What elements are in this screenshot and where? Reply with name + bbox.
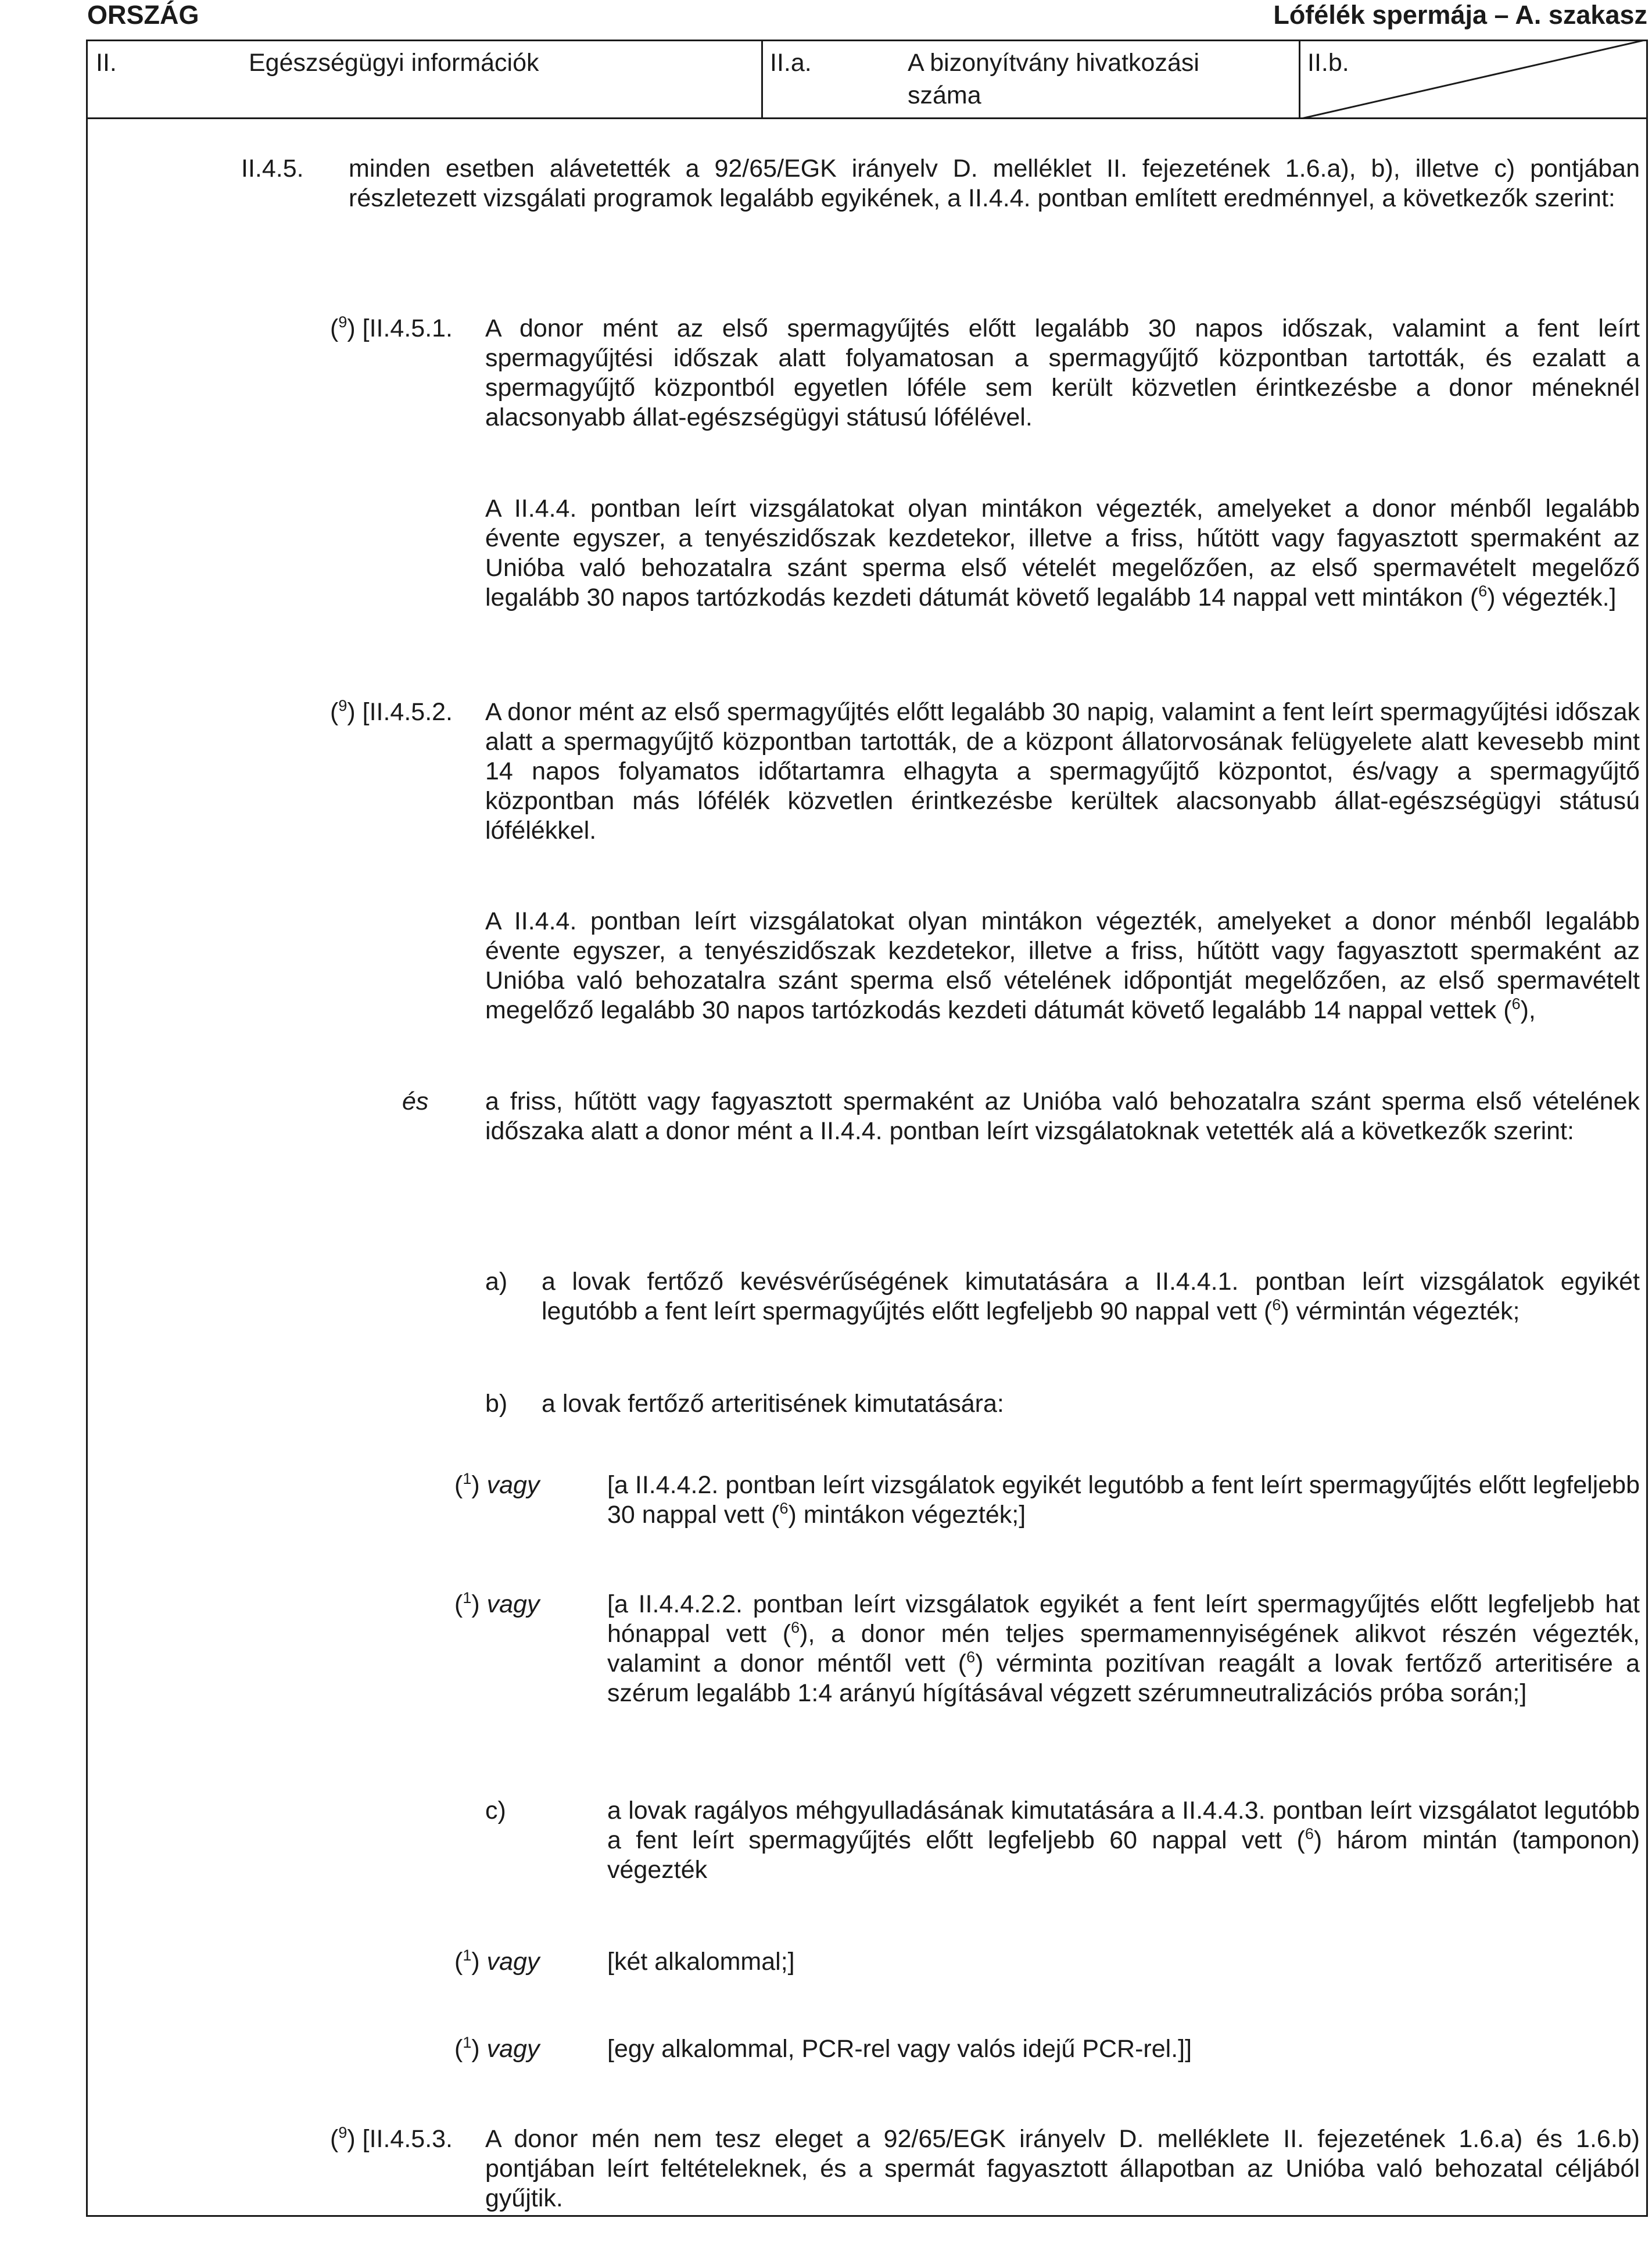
certificate-title: Lófélék spermája – A. szakasz [1273,0,1647,30]
b1-option-text: [a II.4.4.2. pontban leírt vizsgálatok egyikét legutóbb a fent leírt spermagyűjtés előtt legfeljebb 30 nappal vett ($^6$) mintákon végezték;] [607,1471,1640,1529]
c1-option-text: [két alkalommal;] [607,1948,795,1976]
intro-number: II.4.5. [241,155,304,183]
es-text: a friss, hűtött vagy fagyasztott spermaként az Unióba való behozatalra szánt sperma első vételének időszaka alatt a donor mént a II.4.4. pontban leírt vizsgálatoknak vetették alá a következők szerint: [485,1087,1640,1145]
item-c-label: c) [485,1797,506,1824]
item-b-text: a lovak fertőző arteritisének kimutatására: [542,1390,1004,1418]
s2-paragraph-2: A II.4.4. pontban leírt vizsgálatokat olyan mintákon végezték, amelyeket a donor ménből legalább évente egyszer, a tenyészidőszak kezdetekor, illetve a friss, hűtött vagy fagyasztott spermaként az Unióba való behozatalra szánt sperma első vételének időpontját megelőzően, az első spermavételt megelőző legalább 30 napos tartózkodás kezdeti dátumát követő legalább 14 nappal vettek ($^6$), [485,907,1640,1024]
b-number-label: II.b. [1307,49,1349,77]
s1-paragraph-2: A II.4.4. pontban leírt vizsgálatokat olyan mintákon végezték, amelyeket a donor ménből legalább évente egyszer, a tenyészidőszak kezdetekor, illetve a friss, hűtött vagy fagyasztott spermaként az Unióba való behozatalra szánt sperma első vételét megelőzően, az első spermavételt megelőző legalább 30 napos tartózkodás kezdeti dátumát követő legalább 14 nappal vett mintákon ($^6$) végezték.] [485,495,1640,611]
column-divider [761,40,763,119]
diagonal-strike [1299,40,1647,119]
section-title: Egészségügyi információk [249,49,539,77]
s2-text: A donor mént az első spermagyűjtés előtt legalább 30 napig, valamint a fent leírt spermagyűjtési időszak alatt a spermagyűjtő központban tartották, de a központ állatorvosának felügyelete alatt kevesebb mint 14 napos folyamatos időtartamra elhagyta a spermagyűjtő központot, és/vagy a spermagyűjtő központban más lófélék közvetlen érintkezésbe kerültek alacsonyabb állat-egészségügyi státusú lófélékkel. [485,698,1640,845]
country-heading: ORSZÁG [87,0,199,30]
s3-label: ($^9$) [II.4.5.3. [330,2124,453,2153]
intro-text: minden esetben alávetették a 92/65/EGK irányelv D. melléklet II. fejezetének 1.6.a), b), illetve c) pontjában részletezett vizsgálati programok legalább egyikének, a II.4.4. pontban említett eredménnyel, a következők szerint: [349,155,1640,212]
s2-label: ($^9$) [II.4.5.2. [330,697,453,726]
item-b-label: b) [485,1390,508,1418]
s3-text: A donor mén nem tesz eleget a 92/65/EGK irányelv D. melléklete II. fejezetének 1.6.a) és 1.6.b) pontjában leírt feltételeknek, és a spermát fagyasztott állapotban az Unióba való behozatal céljából gyűjtik. [485,2125,1640,2212]
c2-option-label: ($^1$) vagy [454,2034,540,2063]
reference-number-label: II.a. [770,49,812,77]
c1-option-label: ($^1$) vagy [454,1947,540,1976]
b2-option-text: [a II.4.4.2.2. pontban leírt vizsgálatok egyikét a fent leírt spermagyűjtés előtt legfeljebb hat hónappal vett ($^6$), a donor mén teljes spermamennyiségének alikvot részén végezték, valamint a donor méntől vett ($^6$) vérminta pozitívan reagált a lovak fertőző arteritisére a szérum legalább 1:4 arányú hígításával végzett szérumneutralizációs próba során;] [607,1590,1640,1707]
s1-label: ($^9$) [II.4.5.1. [330,313,453,342]
es-label: és [402,1087,429,1115]
b2-option-label: ($^1$) vagy [454,1589,540,1618]
item-a-text: a lovak fertőző kevésvérűségének kimutatására a II.4.4.1. pontban leírt vizsgálatok egyikét legutóbb a fent leírt spermagyűjtés előtt legfeljebb 90 nappal vett ($^6$) vérmintán végezték; [542,1268,1640,1325]
section-number: II. [96,49,117,77]
reference-title: A bizonyítvány hivatkozási száma [908,49,1199,109]
c2-option-text: [egy alkalommal, PCR-rel vagy valós idejű PCR-rel.]] [607,2035,1192,2063]
s1-text: A donor mént az első spermagyűjtés előtt legalább 30 napos időszak, valamint a fent leírt spermagyűjtési időszak alatt folyamatosan a spermagyűjtő központban tartották, és ezalatt a spermagyűjtő központból egyetlen lóféle sem került közvetlen érintkezésbe a donor méneknél alacsonyabb állat-egészségügyi státusú lófélével. [485,314,1640,431]
item-c-text: a lovak ragályos méhgyulladásának kimutatására a II.4.4.3. pontban leírt vizsgálatot legutóbb a fent leírt spermagyűjtés előtt legfeljebb 60 nappal vett ($^6$) három mintán (tamponon) végezték [607,1797,1640,1884]
item-a-label: a) [485,1268,508,1296]
b1-option-label: ($^1$) vagy [454,1470,540,1499]
